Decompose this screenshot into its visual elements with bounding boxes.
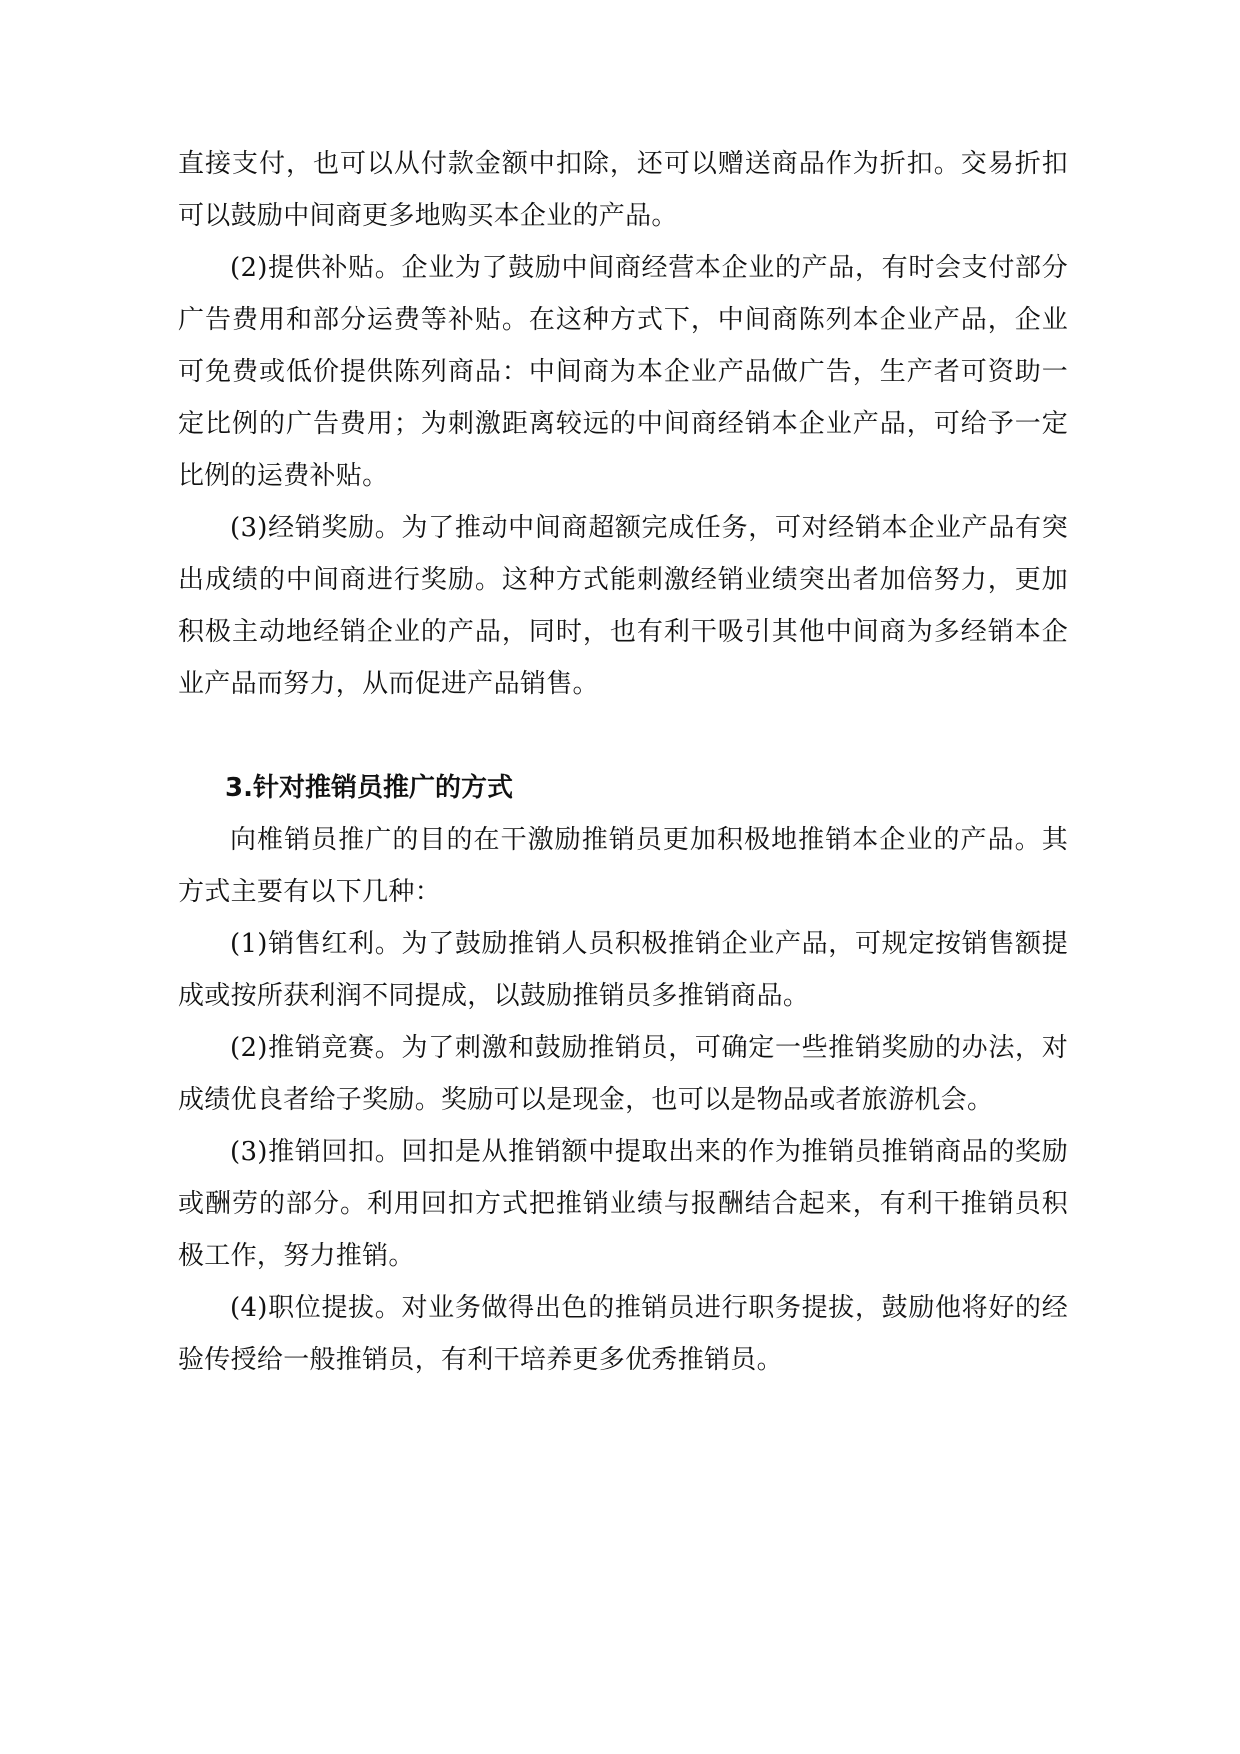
document-body [178,138,1068,1386]
paragraph-promotion: (4)职位提拔。对业务做得出色的推销员进行职务提拔，鼓励他将好的经验传授给一般推销员，有利干培养更多优秀推销员。 [178,1293,1068,1375]
paragraph-subsidy: (2)提供补贴。企业为了鼓励中间商经营本企业的产品，有时会支付部分广告费用和部分运费等补贴。在这种方式下，中间商陈列本企业产品，企业可免费或低价提供陈列商品：中间商为本企业产品做广告，生产者可资助一定比例的广告费用；为刺激距离较远的中间商经销本企业产品，可给予一定比例的运费补贴。 [178,253,1068,491]
paragraph-continuation: 直接支付，也可以从付款金额中扣除，还可以赠送商品作为折扣。交易折扣可以鼓励中间商更多地购买本企业的产品。 [178,149,1068,231]
paragraph-dealer-reward: (3)经销奖励。为了推动中间商超额完成任务，可对经销本企业产品有突出成绩的中间商进行奖励。这种方式能刺激经销业绩突出者加倍努力，更加积极主动地经销企业的产品，同时，也有利干吸引其他中间商为多经销本企业产品而努力，从而促进产品销售。 [178,513,1068,699]
section-heading: 3.针对推销员推广的方式 [225,773,513,803]
paragraph-sales-contest: (2)推销竞赛。为了刺激和鼓励推销员，可确定一些推销奖励的办法，对成绩优良者给子奖励。奖励可以是现金，也可以是物品或者旅游机会。 [178,1033,1068,1115]
paragraph-rebate: (3)推销回扣。回扣是从推销额中提取出来的作为推销员推销商品的奖励或酬劳的部分。利用回扣方式把推销业绩与报酬结合起来，有利干推销员积极工作，努力推销。 [178,1137,1068,1271]
paragraph-sales-bonus: (1)销售红利。为了鼓励推销人员积极推销企业产品，可规定按销售额提成或按所获利润不同提成，以鼓励推销员多推销商品。 [178,929,1068,1011]
paragraph-intro: 向椎销员推广的目的在干激励推销员更加积极地推销本企业的产品。其方式主要有以下几种： [178,825,1068,907]
